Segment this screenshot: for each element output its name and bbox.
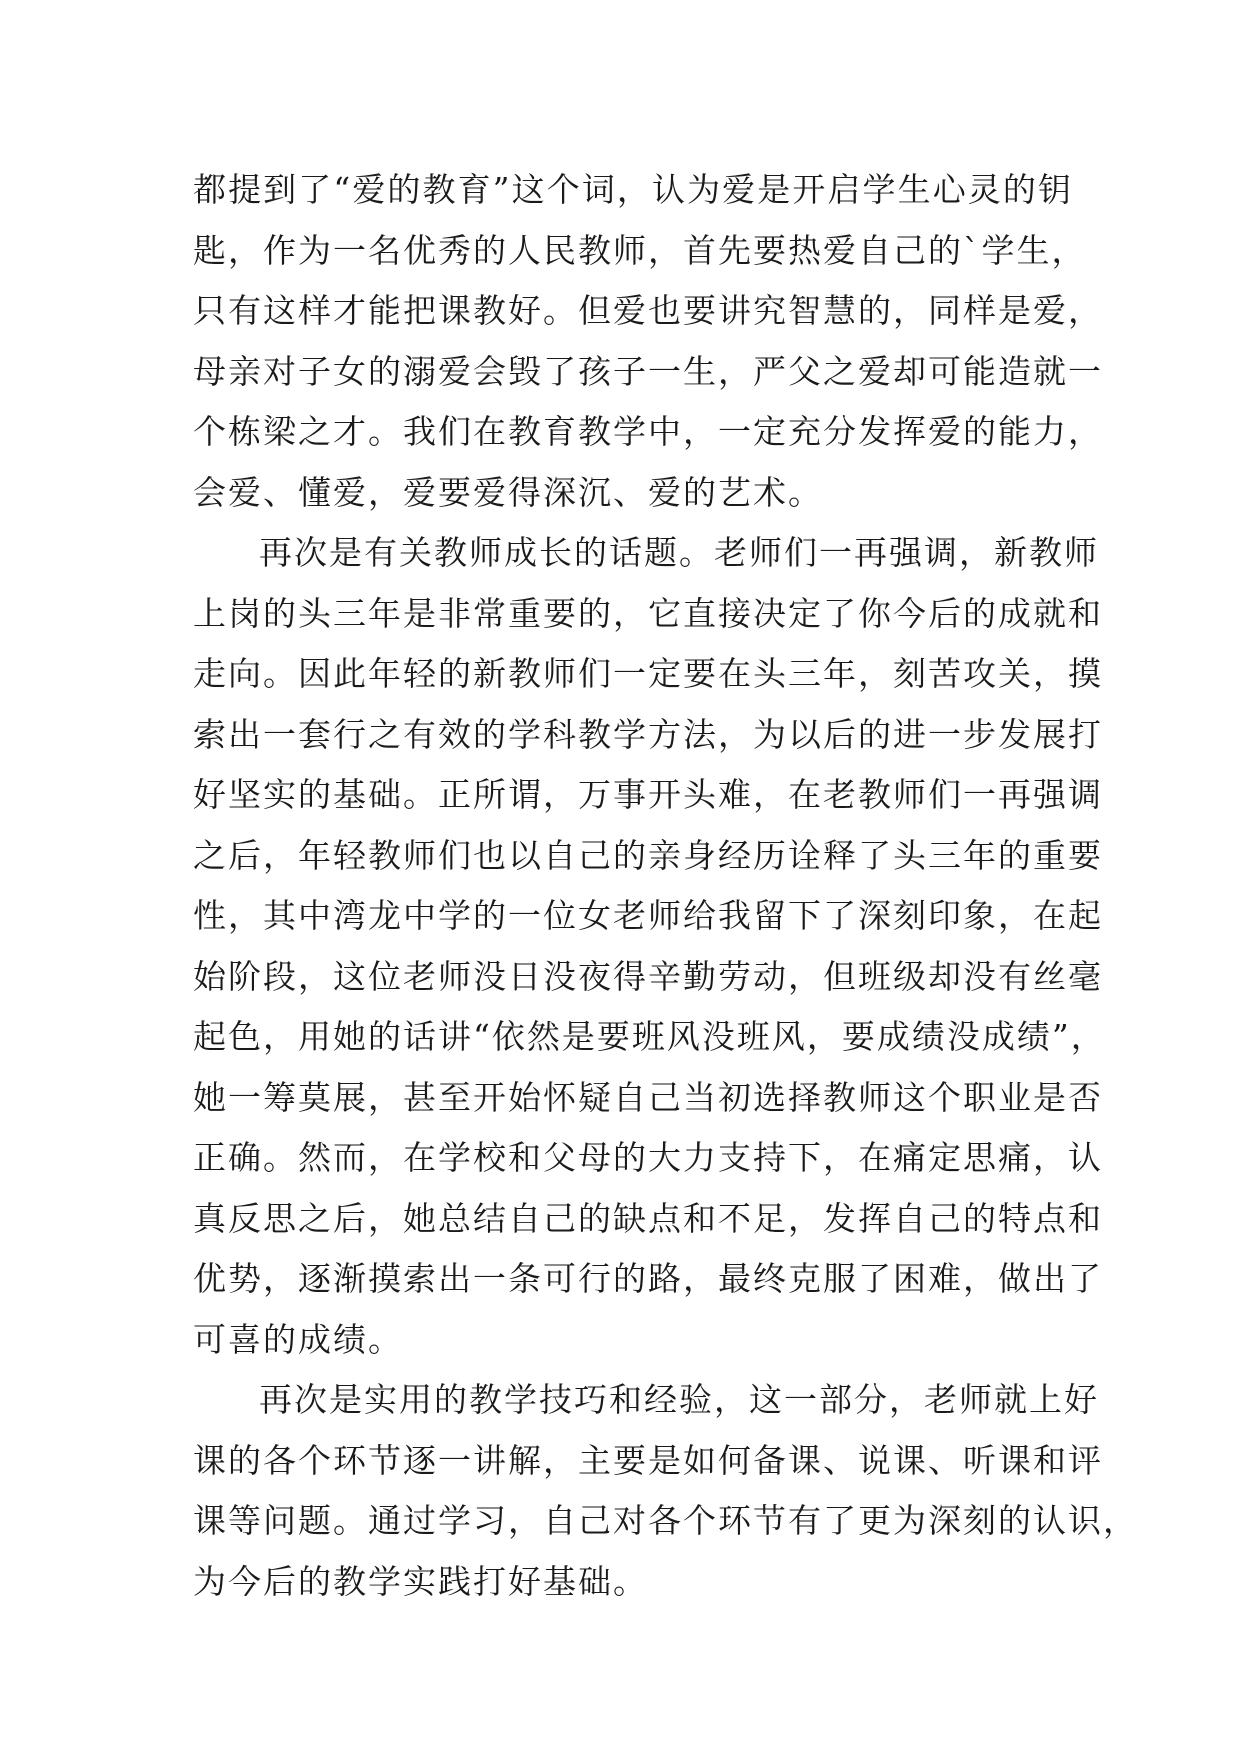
paragraph-2-line-12: 真反思之后，她总结自己的缺点和不足，发挥自己的特点和 <box>193 1198 1103 1238</box>
paragraph-3-line-4: 为今后的教学实践打好基础。 <box>193 1561 648 1601</box>
paragraph-1-line-5: 个栋梁之才。我们在教育教学中，一定充分发挥爱的能力， <box>193 412 1103 451</box>
paragraph-2-line-10: 她一筹莫展，甚至开始怀疑自己当初选择教师这个职业是否 <box>193 1077 1103 1117</box>
paragraph-1-line-4: 母亲对子女的溺爱会毁了孩子一生，严父之爱却可能造就一 <box>193 351 1103 391</box>
paragraph-3-line-1: 再次是实用的教学技巧和经验，这一部分，老师就上好 <box>259 1380 1099 1419</box>
paragraph-2-line-1: 再次是有关教师成长的话题。老师们一再强调，新教师 <box>259 533 1099 572</box>
paragraph-2-line-4: 索出一套行之有效的学科教学方法，为以后的进一步发展打 <box>193 714 1103 754</box>
paragraph-2-line-13: 优势，逐渐摸索出一条可行的路，最终克服了困难，做出了 <box>193 1259 1103 1298</box>
paragraph-2-line-14: 可喜的成绩。 <box>193 1319 403 1359</box>
paragraph-1-line-6: 会爱、懂爱，爱要爱得深沉、爱的艺术。 <box>193 472 823 512</box>
paragraph-1-line-1: 都提到了“爱的教育”这个词，认为爱是开启学生心灵的钥 <box>193 170 1073 209</box>
paragraph-3-line-2: 课的各个环节逐一讲解，主要是如何备课、说课、听课和评 <box>193 1440 1103 1480</box>
paragraph-2-line-6: 之后，年轻教师们也以自己的亲身经历诠释了头三年的重要 <box>193 835 1103 875</box>
paragraph-2-line-9: 起色，用她的话讲“依然是要班风没班风，要成绩没成绩”， <box>193 1017 1106 1056</box>
paragraph-2-line-2: 上岗的头三年是非常重要的，它直接决定了你今后的成就和 <box>193 593 1103 633</box>
paragraph-1-line-2: 匙，作为一名优秀的人民教师，首先要热爱自己的`学生， <box>193 230 1087 270</box>
paragraph-2-line-3: 走向。因此年轻的新教师们一定要在头三年，刻苦攻关，摸 <box>193 654 1103 693</box>
paragraph-2-line-11: 正确。然而，在学校和父母的大力支持下，在痛定思痛，认 <box>193 1138 1103 1177</box>
paragraph-2-line-7: 性，其中湾龙中学的一位女老师给我留下了深刻印象，在起 <box>193 896 1103 935</box>
document-body <box>193 160 1138 1612</box>
paragraph-2-line-5: 好坚实的基础。正所谓，万事开头难，在老教师们一再强调 <box>193 775 1103 814</box>
paragraph-3-line-3: 课等问题。通过学习，自己对各个环节有了更为深刻的认识， <box>193 1501 1138 1540</box>
paragraph-2-line-8: 始阶段，这位老师没日没夜得辛勤劳动，但班级却没有丝毫 <box>193 956 1103 996</box>
paragraph-1-line-3: 只有这样才能把课教好。但爱也要讲究智慧的，同样是爱， <box>193 291 1103 330</box>
